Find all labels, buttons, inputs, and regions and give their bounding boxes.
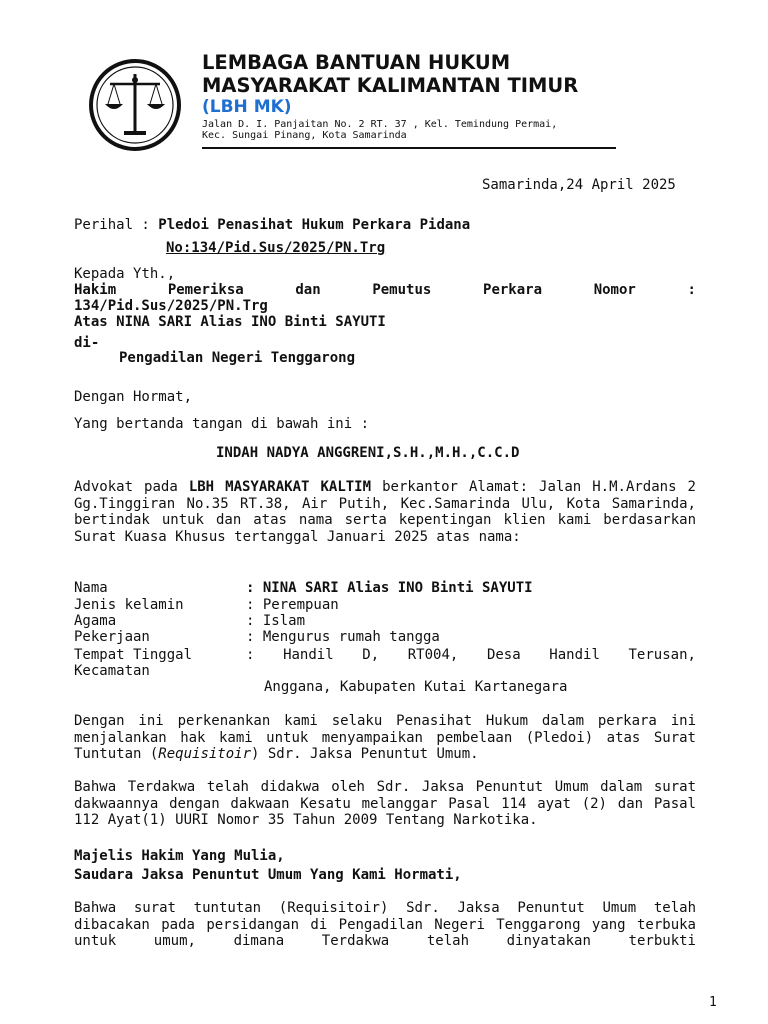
recipient-line1-word: Perkara — [483, 282, 543, 298]
recipient-line2: 134/Pid.Sus/2025/PN.Trg — [74, 298, 268, 314]
advocate-pre: Advokat pada — [74, 479, 189, 495]
recipient-line1-word: Hakim — [74, 282, 117, 298]
client-residence-label: Tempat Tinggal — [74, 647, 193, 663]
page-number: 1 — [709, 995, 717, 1010]
client-residence-word: Terusan, — [628, 647, 696, 663]
org-address-line2: Kec. Sungai Pinang, Kota Samarinda — [202, 130, 407, 141]
case-number: No:134/Pid.Sus/2025/PN.Trg — [166, 240, 386, 256]
client-religion-value: : Islam — [246, 613, 306, 629]
recipient-line1-word: Pemeriksa — [167, 282, 244, 298]
client-residence-word: RT004, — [407, 647, 459, 663]
recipient-line1-word: Nomor — [593, 282, 636, 298]
recipient-line1 — [74, 282, 696, 298]
defense-paragraph — [74, 713, 696, 763]
scales-of-justice-icon — [88, 58, 182, 152]
client-residence-word: Handil — [283, 647, 334, 663]
client-residence-word: Desa — [486, 647, 521, 663]
client-residence-line1-wrap — [246, 647, 696, 664]
client-gender-label: Jenis kelamin — [74, 597, 184, 613]
client-residence-word: : — [246, 647, 255, 663]
client-name-value: : NINA SARI Alias INO Binti SAYUTI — [246, 580, 533, 596]
address-judges: Majelis Hakim Yang Mulia, — [74, 848, 285, 864]
recipient-line1-word: : — [687, 282, 696, 298]
advocate-paragraph — [74, 479, 696, 545]
client-gender-value: : Perempuan — [246, 597, 339, 613]
undersigned-intro: Yang bertanda tangan di bawah ini : — [74, 416, 370, 432]
org-name-line1: LEMBAGA BANTUAN HUKUM — [202, 51, 511, 74]
recipient-greeting: Kepada Yth., — [74, 266, 176, 282]
advocate-post: berkantor Alamat: Jalan H.M.Ardans 2 Gg.Tinggiran No.35 RT.38, Air Putih, Kec.Samarinda Ulu, Kota Samarinda, bertindak untuk dan atas nama serta kepentingan klien kami berdasarkan Surat Kuasa Khusus tertanggal Januari 2025 atas nama: — [74, 479, 696, 545]
defense-post: ) Sdr. Jaksa Penuntut Umum. — [251, 746, 479, 762]
org-name-line2: MASYARAKAT KALIMANTAN TIMUR — [202, 74, 579, 97]
client-occupation-value: : Mengurus rumah tangga — [246, 629, 440, 645]
defense-pre: Dengan ini perkenankan kami selaku Penasihat Hukum dalam perkara ini menjalankan hak kami untuk menyampaikan pembelaan (Pledoi) atas Surat Tuntutan ( — [74, 713, 696, 762]
client-occupation-label: Pekerjaan — [74, 629, 150, 645]
subject-line — [74, 217, 470, 233]
requisitoir-paragraph: Bahwa surat tuntutan (Requisitoir) Sdr. Jaksa Penuntut Umum telah dibacakan pada persidangan di Pengadilan Negeri Tenggarong yang terbuka untuk umum, dimana Terdakwa telah dinyatakan terbukti — [74, 900, 696, 949]
client-residence-word: D, — [362, 647, 380, 663]
client-name-label: Nama — [74, 580, 108, 596]
recipient-line1-word: Pemutus — [372, 282, 432, 298]
recipient-court: Pengadilan Negeri Tenggarong — [119, 350, 356, 366]
recipient-line4: di- — [74, 335, 100, 351]
salutation: Dengan Hormat, — [74, 389, 193, 405]
charge-paragraph: Bahwa Terdakwa telah didakwa oleh Sdr. Jaksa Penuntut Umum dalam surat dakwaannya dengan dakwaan Kesatu melanggar Pasal 114 ayat (2) dan Pasal 112 Ayat(1) UURI Nomor 35 Tahun 2009 Tentang Narkotika. — [74, 779, 696, 828]
subject-label: Perihal : — [74, 217, 159, 233]
advocate-org: LBH MASYARAKAT KALTIM — [188, 479, 372, 495]
address-prosecutor: Saudara Jaksa Penuntut Umum Yang Kami Hormati, — [74, 867, 462, 883]
org-address-line1: Jalan D. I. Panjaitan No. 2 RT. 37 , Kel. Temindung Permai, — [202, 119, 558, 130]
recipient-line3: Atas NINA SARI Alias INO Binti SAYUTI — [74, 314, 386, 330]
org-abbreviation: (LBH MK) — [202, 97, 292, 117]
client-religion-label: Agama — [74, 613, 117, 629]
client-residence-word: Handil — [549, 647, 600, 663]
lawyer-name: INDAH NADYA ANGGRENI,S.H.,M.H.,C.C.D — [216, 445, 520, 461]
letterhead-divider — [202, 147, 616, 149]
client-residence-overflow: Kecamatan — [74, 663, 150, 679]
letter-date: Samarinda,24 April 2025 — [482, 177, 676, 193]
defense-italic: Requisitoir — [158, 746, 252, 762]
recipient-line1-word: dan — [295, 282, 321, 298]
subject-title: Pledoi Penasihat Hukum Perkara Pidana — [158, 217, 471, 233]
client-residence-line2: Anggana, Kabupaten Kutai Kartanegara — [264, 679, 568, 695]
